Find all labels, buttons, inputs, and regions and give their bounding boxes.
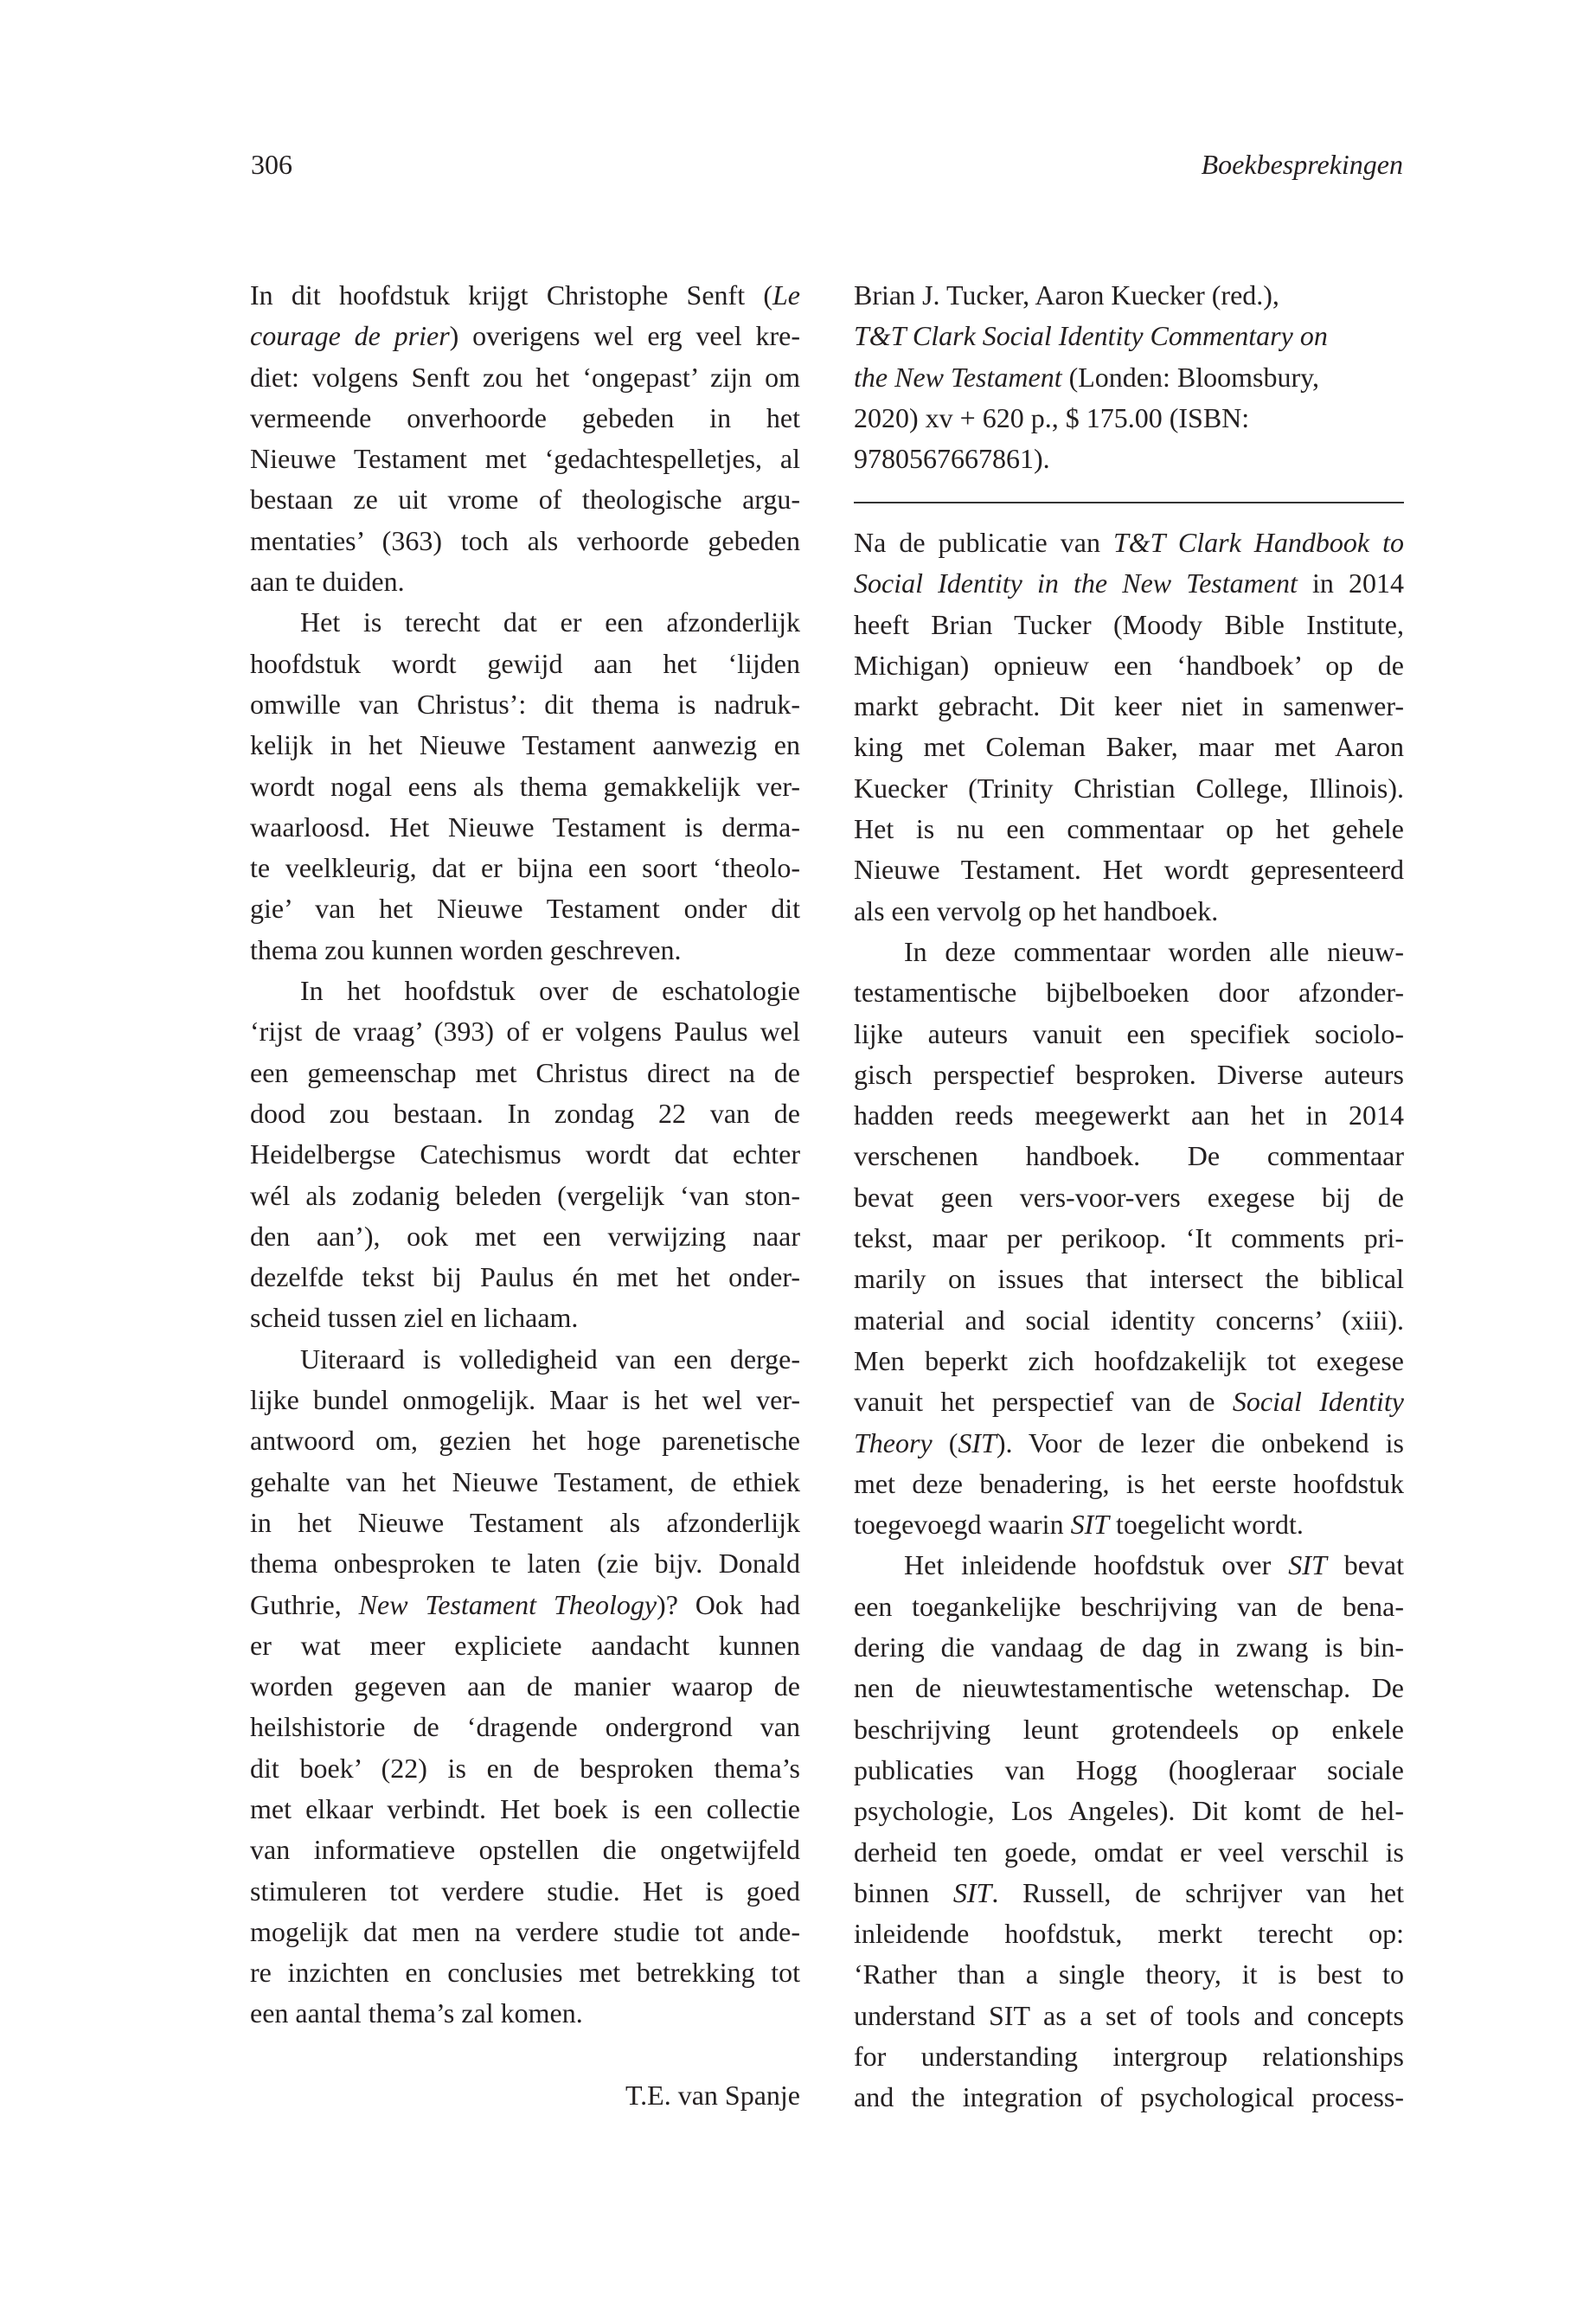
text-span: mentaties’ (363) toch als verhoorde gebeden	[250, 524, 800, 556]
text-line	[250, 2035, 800, 2075]
text-span: omwille van Christus’: dit thema is nadruk-	[250, 688, 800, 720]
text-span: bevat	[1326, 1549, 1405, 1581]
text-span: te veelkleurig, dat er bijna een soort ‘theolo-	[250, 852, 800, 884]
right-column-text	[854, 522, 1404, 2118]
horizontal-rule	[854, 502, 1404, 503]
text-span: Nieuwe Testament. Het wordt gepresenteerd	[854, 854, 1404, 886]
text-line	[250, 521, 800, 561]
text-line	[854, 2077, 1404, 2118]
text-span: toegelicht wordt.	[1109, 1509, 1304, 1541]
text-line	[854, 972, 1404, 1013]
text-span: mogelijk dat men na verdere studie tot ande-	[250, 1915, 800, 1947]
text-span: kelijk in het Nieuwe Testament aanwezig en	[250, 729, 800, 761]
text-line	[250, 1257, 800, 1298]
text-line	[250, 1298, 800, 1338]
text-span: In deze commentaar worden alle nieuw-	[904, 935, 1404, 967]
text-span: derheid ten goede, omdat er veel verschil is	[854, 1836, 1404, 1868]
text-line	[854, 1177, 1404, 1218]
text-span: als een vervolg op het handboek.	[854, 894, 1219, 926]
text-span: gehalte van het Nieuwe Testament, de ethiek	[250, 1465, 800, 1497]
text-line	[250, 971, 800, 1011]
text-line	[250, 1543, 800, 1584]
text-line	[854, 1668, 1404, 1708]
text-span: beschrijving leunt grotendeels op enkele	[854, 1713, 1404, 1745]
text-span: (Londen: Bloomsbury,	[1061, 361, 1320, 393]
text-line	[854, 686, 1404, 727]
text-span: Het inleidende hoofdstuk over	[904, 1549, 1289, 1581]
text-span: tekst, maar per perikoop. ‘It comments pri-	[854, 1222, 1404, 1254]
text-line	[854, 1423, 1404, 1464]
text-line	[854, 891, 1404, 932]
text-line	[854, 605, 1404, 645]
text-span: king met Coleman Baker, maar met Aaron	[854, 731, 1404, 763]
text-line	[250, 439, 800, 479]
italic-text: SIT	[958, 1426, 997, 1458]
text-line	[854, 398, 1404, 439]
text-span: ‘rijst de vraag’ (393) of er volgens Paulus wel	[250, 1016, 800, 1048]
text-span: hadden reeds meegewerkt aan het in 2014	[854, 1099, 1404, 1131]
text-line	[854, 1054, 1404, 1095]
text-line	[250, 1585, 800, 1625]
text-span: Guthrie,	[250, 1588, 359, 1620]
italic-text: New Testament Theology	[358, 1588, 657, 1620]
text-line	[854, 1464, 1404, 1504]
text-span: heeft Brian Tucker (Moody Bible Institute,	[854, 608, 1404, 640]
text-line	[854, 316, 1404, 356]
text-span: dit boek’ (22) is en de besproken thema’s	[250, 1752, 800, 1784]
text-line	[250, 766, 800, 807]
text-line	[250, 888, 800, 929]
text-line	[250, 398, 800, 439]
text-span: psychologie, Los Angeles). Dit komt de hel-	[854, 1795, 1404, 1827]
text-span: heilshistorie de ‘dragende ondergrond van	[250, 1711, 800, 1743]
text-span: hoofdstuk wordt gewijd aan het ‘lijden	[250, 647, 800, 679]
italic-text: SIT	[1288, 1549, 1327, 1581]
text-line	[250, 1134, 800, 1175]
running-head: Boekbesprekingen	[1201, 149, 1403, 180]
text-line	[250, 1789, 800, 1830]
text-span: Uiteraard is volledigheid van een derge-	[300, 1343, 800, 1375]
text-line	[250, 1011, 800, 1052]
text-line	[854, 1996, 1404, 2036]
author-signature	[250, 2075, 800, 2116]
text-line	[854, 1218, 1404, 1259]
text-line	[250, 807, 800, 848]
text-line	[854, 1341, 1404, 1381]
text-span: gie’ van het Nieuwe Testament onder dit	[250, 893, 800, 925]
text-line	[250, 275, 800, 316]
italic-text: Theory	[854, 1426, 933, 1458]
text-line	[854, 768, 1404, 809]
text-span: bestaan ze uit vrome of theologische argu-	[250, 484, 800, 516]
text-line	[250, 848, 800, 888]
text-span: lijke bundel onmogelijk. Maar is het wel ver-	[250, 1384, 800, 1416]
text-span: . Russell, de schrijver van het	[991, 1876, 1405, 1908]
text-span: dezelfde tekst bij Paulus én met het onder-	[250, 1261, 800, 1293]
text-span: binnen	[854, 1876, 953, 1908]
text-span: Men beperkt zich hoofdzakelijk tot exegese	[854, 1344, 1404, 1376]
text-line	[250, 930, 800, 971]
text-line	[250, 1380, 800, 1420]
text-span: Nieuwe Testament met ‘gedachtespelletjes, al	[250, 443, 800, 475]
text-span: re inzichten en conclusies met betrekking tot	[250, 1957, 800, 1989]
text-span: van informatieve opstellen die ongetwijfeld	[250, 1834, 800, 1866]
text-line	[250, 1871, 800, 1912]
text-line	[250, 1993, 800, 2034]
text-span: testamentische bijbelboeken door afzonder-	[854, 977, 1404, 1009]
text-span: een toegankelijke beschrijving van de bena-	[854, 1590, 1404, 1622]
text-line	[250, 1666, 800, 1707]
italic-text: Social Identity	[1232, 1386, 1404, 1418]
text-span: bevat geen vers-voor-vers exegese bij de	[854, 1181, 1404, 1213]
text-line	[250, 684, 800, 725]
text-span: een aantal thema’s zal komen.	[250, 1997, 583, 2029]
text-line	[854, 275, 1404, 316]
text-line	[250, 644, 800, 684]
italic-text: the New Testament	[854, 361, 1062, 393]
text-span: )? Ook had	[657, 1588, 801, 1620]
text-line	[854, 1586, 1404, 1627]
text-span: markt gebracht. Dit keer niet in samenwer-	[854, 690, 1404, 722]
italic-text: Le	[772, 279, 800, 311]
text-span: material and social identity concerns’ (xiii).	[854, 1304, 1404, 1336]
text-line	[250, 1420, 800, 1461]
text-span: een gemeenschap met Christus direct na de	[250, 1056, 800, 1088]
text-span: verschenen handboek. De commentaar	[854, 1140, 1404, 1172]
text-span: Brian J. Tucker, Aaron Kuecker (red.),	[854, 279, 1279, 311]
page-number: 306	[251, 149, 292, 180]
book-bibliographic-entry	[854, 275, 1404, 479]
text-span: scheid tussen ziel en lichaam.	[250, 1302, 579, 1334]
text-span: waarloosd. Het Nieuwe Testament is derma-	[250, 811, 800, 843]
text-span: for understanding intergroup relationships	[854, 2040, 1404, 2072]
text-span: met elkaar verbindt. Het boek is een collectie	[250, 1792, 800, 1824]
text-span: toegevoegd waarin	[854, 1509, 1071, 1541]
text-line	[854, 1014, 1404, 1054]
text-line	[854, 1750, 1404, 1791]
text-span: lijke auteurs vanuit een specifiek sociolo-	[854, 1017, 1404, 1049]
text-span: 9780567667861).	[854, 443, 1050, 475]
text-span: diet: volgens Senft zou het ‘ongepast’ zijn om	[250, 361, 800, 393]
text-line	[854, 1136, 1404, 1176]
text-span: aan te duiden.	[250, 566, 405, 598]
text-line	[250, 1216, 800, 1257]
left-column-text	[250, 275, 800, 2116]
text-span: in 2014	[1297, 567, 1405, 599]
text-line	[854, 1627, 1404, 1668]
text-span: worden gegeven aan de manier waarop de	[250, 1670, 800, 1702]
text-line	[250, 1093, 800, 1134]
text-line	[250, 1748, 800, 1789]
text-line	[250, 725, 800, 766]
text-span: and the integration of psychological process-	[854, 2081, 1404, 2113]
text-line	[854, 1504, 1404, 1545]
text-span: In dit hoofdstuk krijgt Christophe Senft (	[250, 279, 772, 311]
text-line	[854, 1791, 1404, 1831]
text-line	[250, 479, 800, 520]
text-line	[854, 1545, 1404, 1586]
text-span: ). Voor de lezer die onbekend is	[996, 1426, 1405, 1458]
text-line	[854, 727, 1404, 767]
text-line	[854, 1259, 1404, 1299]
text-span: (	[932, 1426, 958, 1458]
text-line	[250, 561, 800, 602]
text-span: publicaties van Hogg (hoogleraar sociale	[854, 1753, 1404, 1785]
text-span: ) overigens wel erg veel kre-	[449, 320, 800, 352]
italic-text: T&T Clark Social Identity Commentary on	[854, 320, 1328, 352]
text-line	[250, 357, 800, 398]
text-span: dering die vandaag de dag in zwang is bin-	[854, 1631, 1404, 1663]
text-line	[854, 1954, 1404, 1995]
text-line	[250, 1503, 800, 1543]
text-span: ‘Rather than a single theory, it is best to	[854, 1958, 1404, 1990]
text-span: Het is terecht dat er een afzonderlijk	[300, 606, 800, 638]
text-line	[250, 316, 800, 356]
text-span: den aan’), ook met een verwijzing naar	[250, 1220, 800, 1252]
text-span: dood zou bestaan. In zondag 22 van de	[250, 1097, 800, 1129]
italic-text: SIT	[1070, 1509, 1110, 1541]
text-line	[250, 1912, 800, 1952]
text-line	[854, 1913, 1404, 1954]
italic-text: Social Identity in the New Testament	[854, 567, 1298, 599]
text-span: understand SIT as a set of tools and concepts	[854, 1999, 1404, 2031]
text-line	[250, 1462, 800, 1503]
text-line	[250, 1707, 800, 1747]
text-line	[250, 1053, 800, 1093]
text-span: thema onbesproken te laten (zie bijv. Donald	[250, 1548, 800, 1580]
text-span: Het is nu een commentaar op het gehele	[854, 813, 1404, 845]
text-line	[854, 1873, 1404, 1913]
text-line	[250, 602, 800, 643]
text-span: vanuit het perspectief van de	[854, 1386, 1233, 1418]
text-span: In het hoofdstuk over de eschatologie	[300, 975, 800, 1007]
text-span: wordt nogal eens als thema gemakkelijk ver-	[250, 770, 800, 802]
text-span: 2020) xv + 620 p., $ 175.00 (ISBN:	[854, 401, 1250, 433]
text-line	[854, 1709, 1404, 1750]
text-line	[854, 563, 1404, 604]
text-span: Kuecker (Trinity Christian College, Illinois).	[854, 772, 1404, 804]
italic-text: courage de prier	[250, 320, 450, 352]
text-span: er wat meer expliciete aandacht kunnen	[250, 1629, 800, 1661]
text-span: Heidelbergse Catechismus wordt dat echter	[250, 1138, 800, 1170]
text-span: T.E. van Spanje	[625, 2080, 800, 2112]
text-line	[854, 809, 1404, 849]
text-span: inleidende hoofdstuk, merkt terecht op:	[854, 1918, 1404, 1950]
text-line	[854, 849, 1404, 890]
text-span: marily on issues that intersect the biblical	[854, 1263, 1404, 1295]
text-span: stimuleren tot verdere studie. Het is goed	[250, 1875, 800, 1907]
text-line	[854, 1300, 1404, 1341]
text-line	[854, 357, 1404, 398]
text-span: nen de nieuwtestamentische wetenschap. De	[854, 1672, 1404, 1704]
text-span: wél als zodanig beleden (vergelijk ‘van ston-	[250, 1179, 800, 1211]
text-line	[250, 1176, 800, 1216]
text-span: antwoord om, gezien het hoge parenetische	[250, 1425, 800, 1457]
text-line	[854, 932, 1404, 972]
text-line	[250, 1625, 800, 1666]
text-span: Michigan) opnieuw een ‘handboek’ op de	[854, 649, 1404, 681]
text-line	[854, 1381, 1404, 1422]
text-line	[854, 522, 1404, 563]
text-line	[250, 1952, 800, 1993]
text-line	[854, 2036, 1404, 2077]
text-line	[250, 1830, 800, 1870]
text-line	[250, 1339, 800, 1380]
text-line	[854, 1832, 1404, 1873]
italic-text: SIT	[952, 1876, 992, 1908]
text-span: in het Nieuwe Testament als afzonderlijk	[250, 1506, 800, 1538]
italic-text: T&T Clark Handbook to	[1112, 527, 1404, 558]
text-line	[854, 645, 1404, 686]
text-span: thema zou kunnen worden geschreven.	[250, 933, 682, 965]
text-span: gisch perspectief besproken. Diverse auteurs	[854, 1058, 1404, 1090]
text-line	[854, 439, 1404, 479]
text-span: met deze benadering, is het eerste hoofdstuk	[854, 1467, 1404, 1499]
text-line	[854, 1095, 1404, 1136]
text-span: Na de publicatie van	[854, 527, 1113, 558]
text-span: vermeende onverhoorde gebeden in het	[250, 401, 800, 433]
